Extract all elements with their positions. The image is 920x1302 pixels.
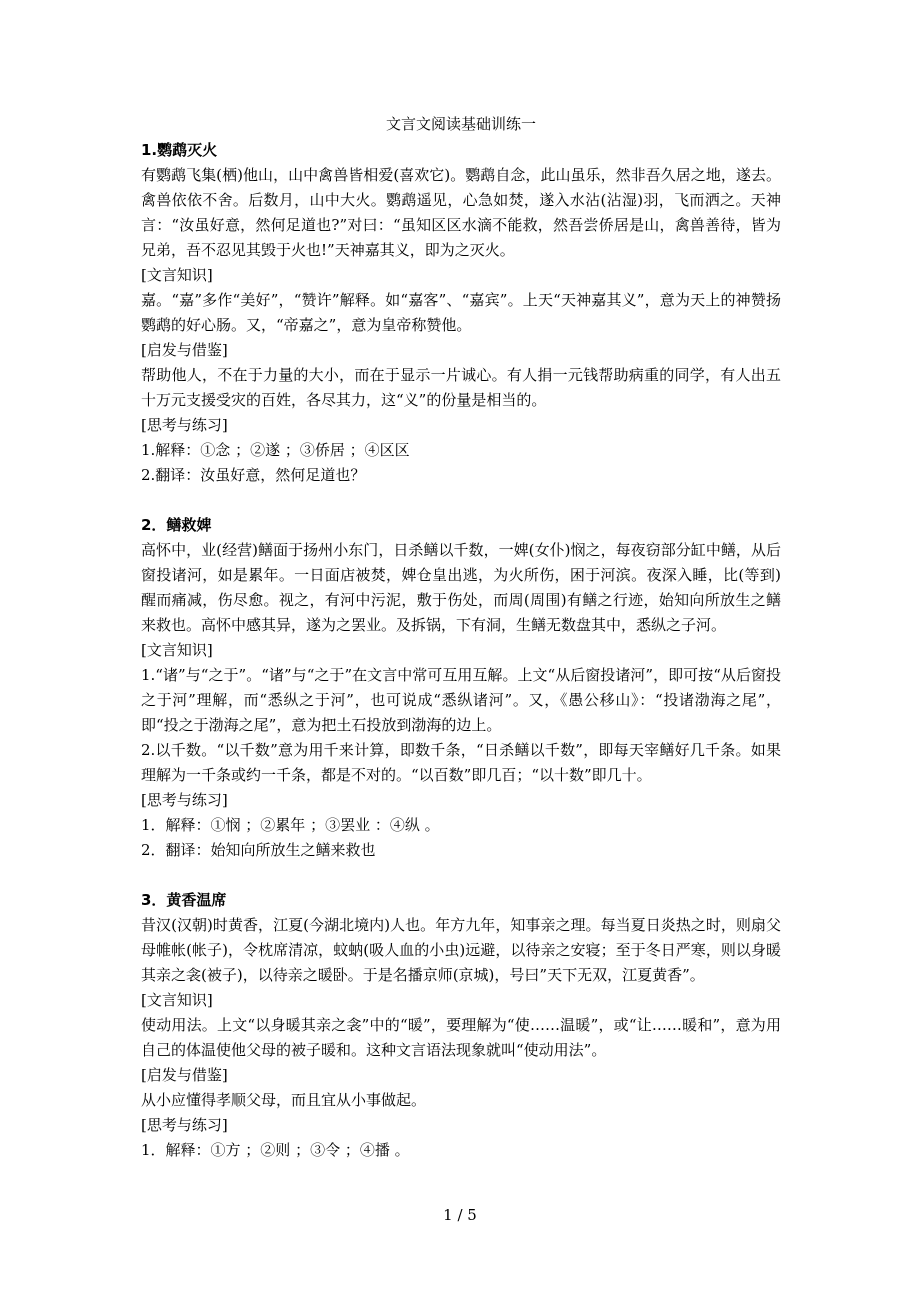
exercise-item: 2.翻译：汝虽好意，然何足道也？ [141,466,366,484]
knowledge-label: [文言知识] [141,641,213,659]
exercise-item: 1．解释：①方 ；②则 ；③令 ；④播 。 [141,1141,410,1159]
knowledge-paragraph: 嘉。“嘉”多作“美好”，“赞许”解释。如“嘉客”、“嘉宾”。上天“天神嘉其义”，意为天上的神赞扬鹦鹉的好心肠。又，“帝嘉之”，意为皇帝称赞他。 [141,291,781,334]
knowledge-paragraph: 1.“诸”与“之于”。“诸”与“之于”在文言中常可互用互解。上文“从后窗投诸河”，即可按“从后窗投之于河”理解，而“悉纵之于河”，也可说成“悉纵诸河”。又，《愚公移山》：“投诸渤海之尾”，即“投之于渤海之尾”，意为把土石投放到渤海的边上。 [141,666,781,734]
page-title: 文言文阅读基础训练一 [385,115,536,133]
page-number: 1 / 5 [443,1206,477,1224]
insight-paragraph: 帮助他人，不在于力量的大小，而在于显示一片诚心。有人捐一元钱帮助病重的同学，有人出五十万元支援受灾的百姓，各尽其力，这“义”的份量是相当的。 [141,366,781,409]
section-heading: 1.鹦鹉灭火 [141,141,218,159]
section-spacer [141,863,781,888]
story-paragraph: 有鹦鹉飞集(栖)他山，山中禽兽皆相爱(喜欢它)。鹦鹉自念，此山虽乐，然非吾久居之地，遂去。禽兽依依不舍。后数月，山中大火。鹦鹉遥见，心急如焚，遂入水沾(沾湿)羽，飞而洒之。天神言：“汝虽好意，然何足道也?”对曰：“虽知区区水滴不能救，然吾尝侨居是山，禽兽善待，皆为兄弟，吾不忍见其毁于火也!”天神嘉其义，即为之灭火。 [141,166,781,259]
exercise-item: 1.解释：①念 ；②遂 ；③侨居 ；④区区 [141,441,410,459]
exercise-item: 1．解释：①悯 ；②累年 ；③罢业 ：④纵 。 [141,816,440,834]
knowledge-label: [文言知识] [141,266,213,284]
document-body [141,112,781,1163]
knowledge-paragraph: 使动用法。上文“以身暖其亲之衾”中的“暖”，要理解为“使……温暖”，或“让……暖和”，意为用自己的体温使他父母的被子暖和。这种文言语法现象就叫“使动用法”。 [141,1016,781,1059]
section-heading: 2．鳝救婢 [141,516,212,534]
story-paragraph: 高怀中，业(经营)鳝面于扬州小东门，日杀鳝以千数，一婢(女仆)悯之，每夜窃部分缸中鳝，从后窗投诸河，如是累年。一日面店被焚，婢仓皇出逃，为火所伤，困于河滨。夜深入睡，比(等到)醒而痛减，伤尽愈。视之，有河中污泥，敷于伤处，而周(周围)有鳝之行迹，始知向所放生之鳝来救也。高怀中感其异，遂为之罢业。及拆锅，下有洞，生鳝无数盘其中，悉纵之子河。 [141,541,781,634]
exercise-item: 2．翻译：始知向所放生之鳝来救也 [141,841,376,859]
exercise-label: [思考与练习] [141,1116,228,1134]
section-spacer [141,488,781,513]
story-paragraph: 昔汉(汉朝)时黄香，江夏(今湖北境内)人也。年方九年，知事亲之理。每当夏日炎热之时，则扇父母帷帐(帐子)，令枕席清凉，蚊蚋(吸人血的小虫)远避，以待亲之安寝；至于冬日严寒，则以身暖其亲之衾(被子)，以待亲之暖卧。于是名播京师(京城)，号曰”天下无双，江夏黄香”。 [141,916,781,984]
knowledge-label: [文言知识] [141,991,213,1009]
exercise-label: [思考与练习] [141,416,228,434]
insight-paragraph: 从小应懂得孝顺父母，而且宜从小事做起。 [141,1091,427,1109]
exercise-label: [思考与练习] [141,791,228,809]
insight-label: [启发与借鉴] [141,341,228,359]
insight-label: [启发与借鉴] [141,1066,228,1084]
section-heading: 3．黄香温席 [141,891,227,909]
knowledge-paragraph: 2.以千数。“以千数”意为用千来计算，即数千条，“日杀鳝以千数”，即每天宰鳝好几千条。如果理解为一千条或约一千条，都是不对的。“以百数”即几百；“以十数”即几十。 [141,741,781,784]
